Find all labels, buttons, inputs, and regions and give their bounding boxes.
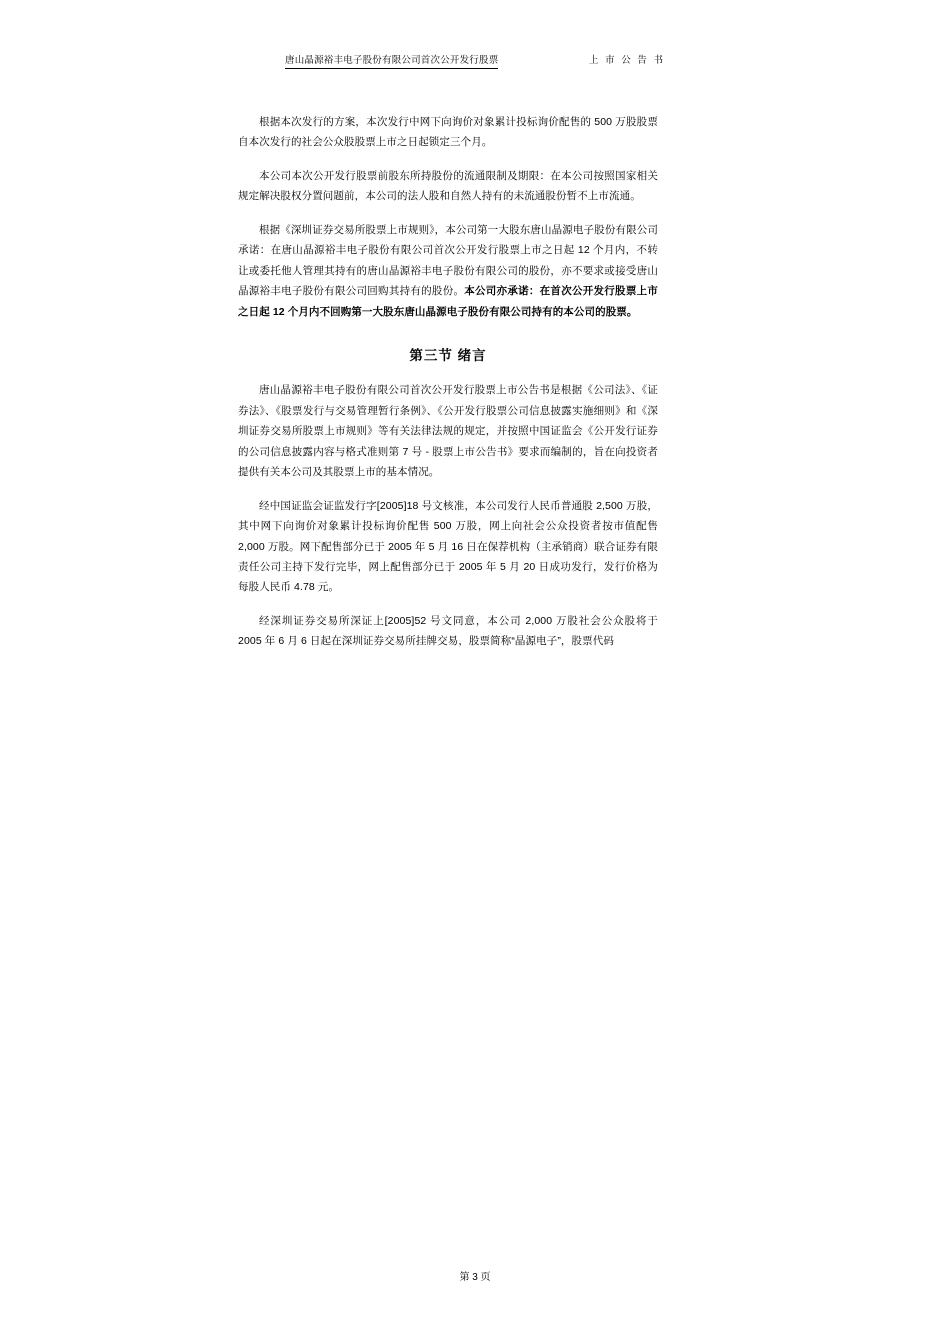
paragraph-lockup: 根据本次发行的方案，本次发行中网下向询价对象累计投标询价配售的 500 万股股票自本次发行的社会公众股股票上市之日起锁定三个月。 [238,116,658,149]
header-document-type: 上 市 公 告 书 [588,55,665,66]
page-footer [0,1268,950,1283]
section-title: 第三节 绪言 [409,348,487,364]
paragraph-listing-approval: 经深圳证券交易所深证上[2005]52 号文同意，本公司 2,000 万股社会公众股将于 2005 年 6 月 6 日起在深圳证券交易所挂牌交易，股票简称“晶源电子”，股票代码 [238,614,658,648]
paragraph-preface-basis: 唐山晶源裕丰电子股份有限公司首次公开发行股票上市公告书是根据《公司法》、《证券法》、《股票发行与交易管理暂行条例》、《公开发行股票公司信息披露实施细则》和《深圳证券交易所股票上市规则》等有关法律法规的规定，并按照中国证监会《公开发行证券的公司信息披露内容与格式准则第 7 号 - 股票上市公告书》要求而编制的，旨在向投资者提供有关本公司及其股票上市的基本情况。 [238,384,658,479]
document-content [238,112,658,665]
commitment-bold-text: 本公司亦承诺：在首次公开发行股票上市之日起 12 个月内不回购第一大股东唐山晶源电子股份有限公司持有的本公司的股票。 [238,285,658,318]
header-company-title: 唐山晶源裕丰电子股份有限公司首次公开发行股票 [285,52,498,69]
commitment-normal-text: 根据《深圳证券交易所股票上市规则》，本公司第一大股东唐山晶源电子股份有限公司承诺：在唐山晶源裕丰电子股份有限公司首次公开发行股票上市之日起 12 个月内，不转让或委托他人管理其持有的唐山晶源裕丰电子股份有限公司的股份，亦不要求或接受唐山晶源裕丰电子股份有限公司回购其持有的股份。 [238,223,658,298]
page-header [0,52,950,69]
page-header-inner [285,52,665,69]
page-number: 第 3 页 [459,1272,491,1283]
paragraph-circulation-limit: 本公司本次公开发行股票前股东所持股份的流通限制及期限：在本公司按照国家相关规定解决股权分置问题前，本公司的法人股和自然人持有的未流通股份暂不上市流通。 [238,169,658,203]
paragraph-issuance-details: 经中国证监会证监发行字[2005]18 号文核准，本公司发行人民币普通股 2,500 万股，其中网下向询价对象累计投标询价配售 500 万股，网上向社会公众投资者按市值配售 2,000 万股。网下配售部分已于 2005 年 5 月 16 日在保荐机构（主承销商）联合证券有限责任公司主持下发行完毕，网上配售部分已于 2005 年 5 月 20 日成功发行，发行价格为每股人民币 4.78 元。 [238,499,658,594]
paragraph-shareholder-commitment [238,220,658,322]
